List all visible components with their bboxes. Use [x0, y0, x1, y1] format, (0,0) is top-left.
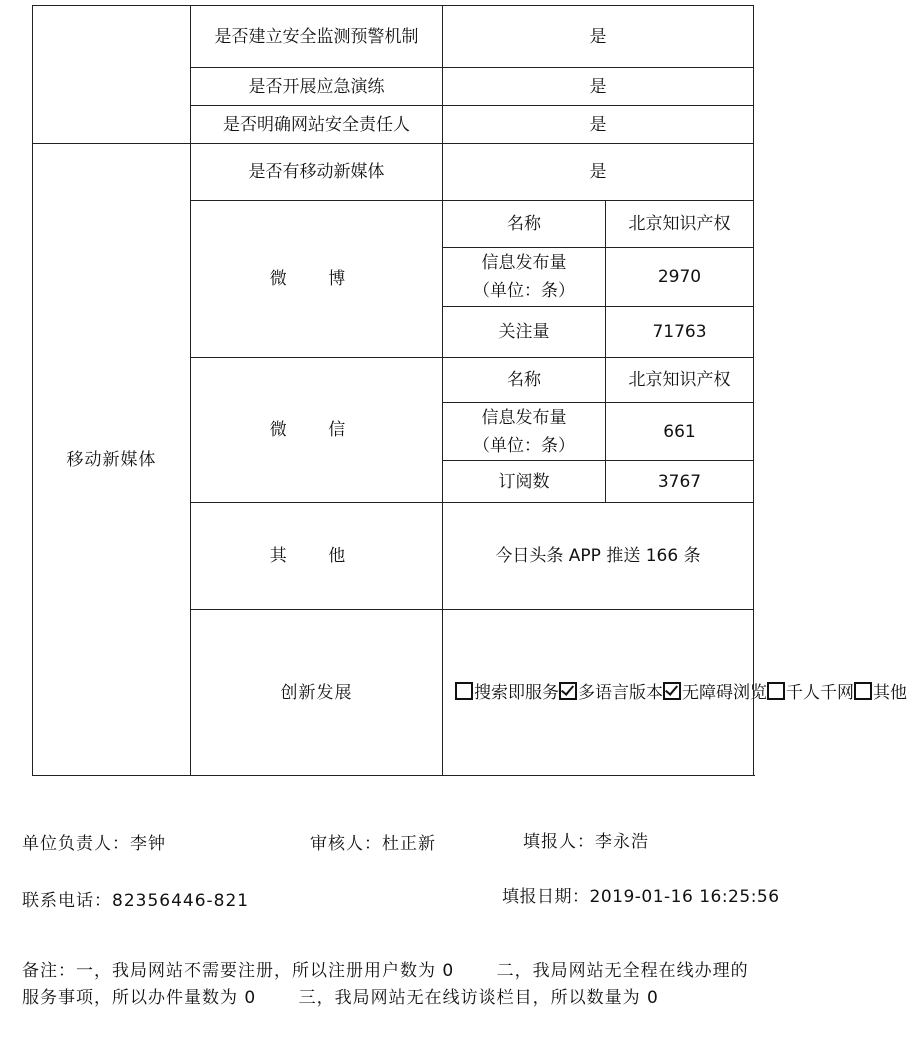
table-row — [33, 144, 754, 201]
row-label: 是否明确网站安全责任人 — [191, 106, 443, 144]
row-label: 是否有移动新媒体 — [191, 144, 443, 201]
row-label: 是否开展应急演练 — [191, 68, 443, 106]
wechat-name-label: 名称 — [443, 358, 606, 403]
row-value: 是 — [443, 106, 754, 144]
weibo-name-value: 北京知识产权 — [606, 201, 754, 248]
wechat-sub-value: 3767 — [606, 461, 754, 503]
fill-date: 填报日期：2019-01-16 16:25:56 — [502, 887, 780, 907]
checked-checkbox-icon[interactable] — [559, 682, 577, 700]
weibo-count-value: 2970 — [606, 248, 754, 307]
checkbox-group — [447, 679, 907, 707]
wechat-label: 微 信 — [191, 358, 443, 503]
weibo-count-label — [443, 248, 606, 307]
row-label: 是否建立安全监测预警机制 — [191, 6, 443, 68]
innovation-option[interactable] — [455, 683, 559, 703]
table-row — [33, 6, 754, 68]
count-label-line-2: （单位：条） — [473, 435, 575, 456]
weibo-follow-label: 关注量 — [443, 307, 606, 358]
wechat-count-label — [443, 403, 606, 461]
option-label: 千人千网 — [786, 682, 854, 703]
row-value: 是 — [443, 144, 754, 201]
option-label: 无障碍浏览 — [682, 682, 767, 703]
option-label: 多语言版本 — [578, 682, 663, 703]
remarks: 备注：一，我局网站不需要注册，所以注册用户数为 0 二，我局网站无全程在线办理的服务事项，所以办件量数为 0 三，我局网站无在线访谈栏目，所以数量为 0 — [22, 961, 749, 1008]
weibo-name-label: 名称 — [443, 201, 606, 248]
innovation-option[interactable] — [663, 683, 767, 703]
contact-phone: 联系电话：82356446-821 — [22, 891, 250, 911]
row-value: 是 — [443, 68, 754, 106]
weibo-follow-value: 71763 — [606, 307, 754, 358]
reviewer: 审核人：杜正新 — [310, 834, 436, 854]
innovation-options — [443, 610, 907, 776]
info-table — [32, 5, 907, 776]
weibo-label: 微 博 — [191, 201, 443, 358]
filler: 填报人：李永浩 — [523, 832, 649, 852]
empty-checkbox-icon[interactable] — [767, 682, 785, 700]
empty-checkbox-icon[interactable] — [854, 682, 872, 700]
wechat-name-value: 北京知识产权 — [606, 358, 754, 403]
checked-checkbox-icon[interactable] — [663, 682, 681, 700]
count-label-line-1: 信息发布量 — [481, 253, 567, 273]
row-value: 是 — [443, 6, 754, 68]
wechat-count-value: 661 — [606, 403, 754, 461]
blank-cell — [33, 6, 191, 144]
innovation-option[interactable] — [767, 683, 854, 703]
option-label: 其他 — [873, 682, 907, 703]
empty-checkbox-icon[interactable] — [455, 682, 473, 700]
mobile-section-label: 移动新媒体 — [33, 144, 191, 776]
count-label-line-2: （单位：条） — [473, 281, 575, 301]
other-label: 其 他 — [191, 503, 443, 610]
innovation-option[interactable] — [854, 683, 907, 703]
unit-head: 单位负责人：李钟 — [22, 834, 166, 854]
wechat-sub-label: 订阅数 — [443, 461, 606, 503]
innovation-label: 创新发展 — [191, 610, 443, 776]
other-value: 今日头条 APP 推送 166 条 — [443, 503, 754, 610]
innovation-option[interactable] — [559, 683, 663, 703]
option-label: 搜索即服务 — [474, 682, 559, 703]
count-label-line-1: 信息发布量 — [481, 407, 567, 428]
